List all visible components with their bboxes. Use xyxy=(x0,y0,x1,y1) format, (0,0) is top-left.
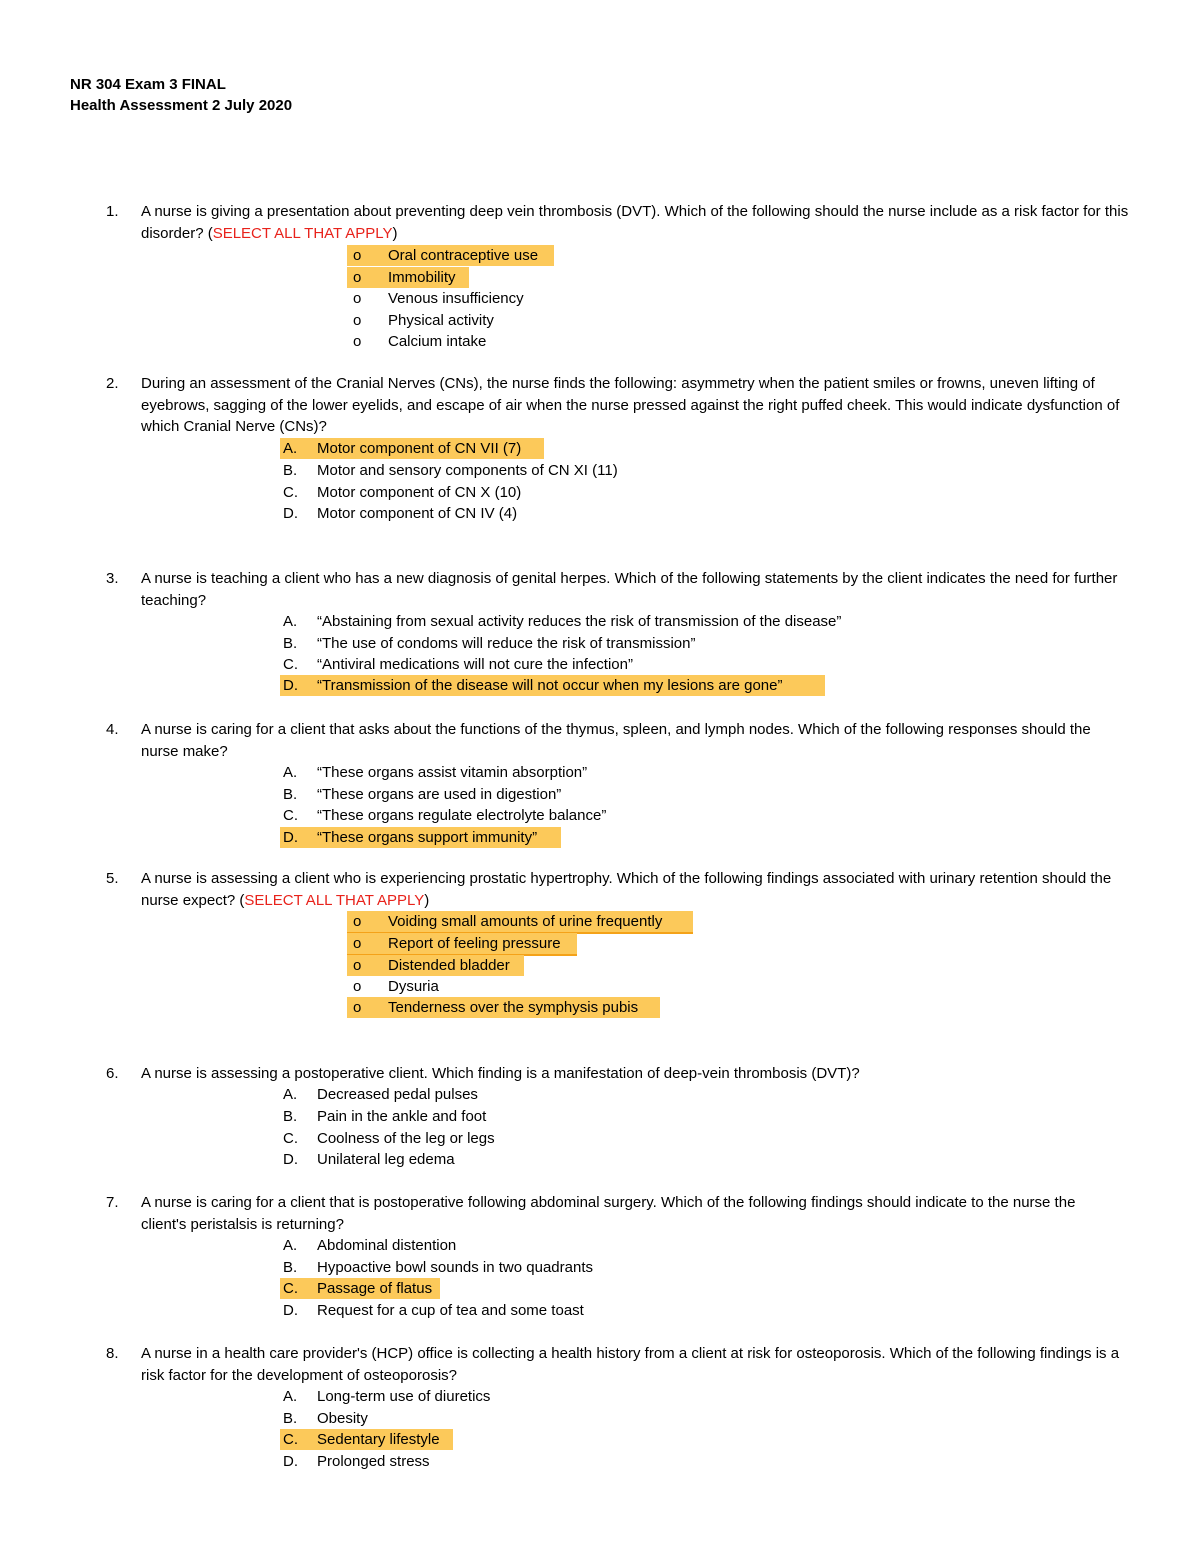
question-number: 4. xyxy=(106,721,119,738)
question-text: A nurse is assessing a client who is experiencing prostatic hypertrophy. Which of the following findings associated with urinary retention should the nurse expect? (SELECT ALL THAT APPLY) xyxy=(141,870,1112,909)
document-title: NR 304 Exam 3 FINAL xyxy=(70,76,226,93)
option: D. “These organs support immunity” xyxy=(280,827,561,848)
document-header xyxy=(70,74,292,116)
document-subtitle: Health Assessment 2 July 2020 xyxy=(70,97,293,114)
option: D. “Transmission of the disease will not occur when my lesions are gone” xyxy=(280,675,825,696)
question-number: 1. xyxy=(106,203,119,220)
option: o Voiding small amounts of urine frequently xyxy=(347,911,693,934)
question-text: A nurse is caring for a client that is postoperative following abdominal surgery. Which of the following findings should indicate to the nurse the client's peristalsis is returning? xyxy=(141,1194,1076,1233)
select-all-note: SELECT ALL THAT APPLY xyxy=(244,891,425,909)
option: A. Motor component of CN VII (7) xyxy=(280,438,544,459)
option: o Distended bladder xyxy=(347,955,524,976)
question-number: 3. xyxy=(106,570,119,587)
question-text: A nurse is caring for a client that asks about the functions of the thymus, spleen, and lymph nodes. Which of the following responses should the nurse make? xyxy=(141,721,1091,760)
question-text: A nurse is giving a presentation about preventing deep vein thrombosis (DVT). Which of the following should the nurse include as a risk factor for this disorder? (SELECT ALL THAT APPLY) xyxy=(141,203,1129,242)
question-text: A nurse is assessing a postoperative client. Which finding is a manifestation of deep-vein thrombosis (DVT)? xyxy=(141,1065,860,1082)
document-page: NR 304 Exam 3 FINAL Health Assessment 2 July 2020 1. A nurse is giving a presentation about preventing deep vein thrombosis (DVT). Which of the following should the nurse include as a risk factor for this disorder? (SELECT ALL THAT APPLY) o Oral contraceptive use o Immobility o Venous insufficiency o Physical activity o Calcium intake 2. During an assessment of the Cranial Nerves (CNs), the nurse finds the following: asymmetry when the patient smiles or frowns, uneven lifting of eyebrows, sagging of the lower eyelids, and escape of air when the nurse pressed against the right puffed cheek. This would indicate dysfunction of which Cranial Nerve (CNs)? A. Motor component of CN VII (7) B. Motor and sensory components of CN XI (11) C. Motor component of CN X (10) D. Motor component of CN IV (4) 3. A nurse is teaching a client who has a new diagnosis of genital herpes. Which of the following statements by the client indicates the need for further teaching? A. “Abstaining from sexual activity reduces the risk of transmission of the disease” B. “The use of condoms will reduce the risk of transmission” C. “Antiviral medications will not cure the infection” D. “Transmission of the disease will not occur when my lesions are gone” 4. A nurse is caring for a client that asks about the functions of the thymus, spleen, and lymph nodes. Which of the following responses should the nurse make? A. “These organs assist vitamin absorption” B. “These organs are used in digestion” C. “These organs regulate electrolyte balance” D. “These organs support immunity” 5. A nurse is assessing a client who is experiencing prostatic hypertrophy. Which of the following findings associated with urinary retention should the nurse expect? (SELECT ALL THAT APPLY) o Voiding small amounts of urine frequently o Report of feeling pressure o Distended bladder o Dysuria o Tenderness over the symphysis pubis 6. A nurse is assessing a postoperative client. Which finding is a manifestation of deep-vein thrombosis (DVT)? A. Decreased pedal pulses B. Pain in the ankle and foot C. Coolness of the leg or legs D. Unilateral leg edema 7. A nurse is caring for a client that is postoperative following abdominal surgery. Which of the following findings should indicate to the nurse the client's peristalsis is returning? A. Abdominal distention B. Hypoactive bowl sounds in two quadrants C. Passage of flatus D. Request for a cup of tea and some toast 8. A nurse in a health care provider's (HCP) office is collecting a health history from a client at risk for osteoporosis. Which of the following findings is a risk factor for the development of osteoporosis? A. Long-term use of diuretics B. Obesity C. Sedentary lifestyle D. Prolonged stress xyxy=(0,0,1200,1553)
question-number: 7. xyxy=(106,1194,119,1211)
question-number: 2. xyxy=(106,375,119,392)
option: o Immobility xyxy=(347,267,469,288)
select-all-note: SELECT ALL THAT APPLY xyxy=(212,224,393,242)
question-number: 6. xyxy=(106,1065,119,1082)
question-text: A nurse in a health care provider's (HCP) office is collecting a health history from a client at risk for osteoporosis. Which of the following findings is a risk factor for the development of osteoporosis? xyxy=(141,1345,1120,1384)
option: o Report of feeling pressure xyxy=(347,933,577,956)
option: o Oral contraceptive use xyxy=(347,245,554,266)
question-number: 5. xyxy=(106,870,119,887)
question-text: A nurse is teaching a client who has a new diagnosis of genital herpes. Which of the following statements by the client indicates the need for further teaching? xyxy=(141,570,1118,609)
option: o Tenderness over the symphysis pubis xyxy=(347,997,660,1018)
option: C. Sedentary lifestyle xyxy=(280,1429,453,1450)
option: C. Passage of flatus xyxy=(280,1278,440,1299)
question-text: During an assessment of the Cranial Nerves (CNs), the nurse finds the following: asymmetry when the patient smiles or frowns, uneven lifting of eyebrows, sagging of the lower eyelids, and escape of air when the nurse pressed against the right puffed cheek. This would indicate dysfunction of which Cranial Nerve (CNs)? xyxy=(141,375,1120,435)
question-number: 8. xyxy=(106,1345,119,1362)
